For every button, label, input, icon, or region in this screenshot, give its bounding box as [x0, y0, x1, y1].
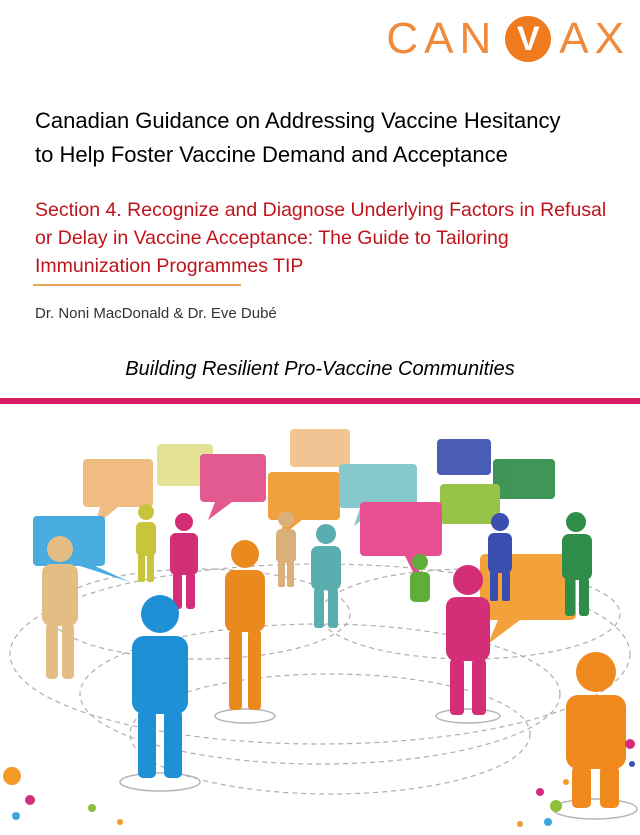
title-line-1: Canadian Guidance on Addressing Vaccine Hesitancy [35, 108, 561, 133]
section-line-2: or Delay in Vaccine Acceptance: The Guide to Tailoring [35, 227, 509, 249]
section-underline [33, 284, 241, 286]
section-line-3: Immunization Programmes TIP [35, 255, 304, 277]
community-illustration [0, 404, 640, 835]
tagline: Building Resilient Pro-Vaccine Communities [125, 358, 515, 380]
logo-v-circle [505, 16, 551, 62]
logo-text-end: AX [559, 14, 630, 63]
authors: Dr. Noni MacDonald & Dr. Eve Dubé [35, 305, 277, 322]
people-figures [42, 504, 626, 808]
logo-v-letter: V [516, 19, 540, 58]
section-line-1: Section 4. Recognize and Diagnose Underlying Factors in Refusal [35, 199, 607, 221]
canvax-logo [386, 14, 630, 64]
title-line-2: to Help Foster Vaccine Demand and Acceptance [35, 142, 508, 167]
logo-text-start: CAN [386, 14, 498, 63]
document-title [35, 104, 625, 172]
section-heading [35, 196, 635, 280]
